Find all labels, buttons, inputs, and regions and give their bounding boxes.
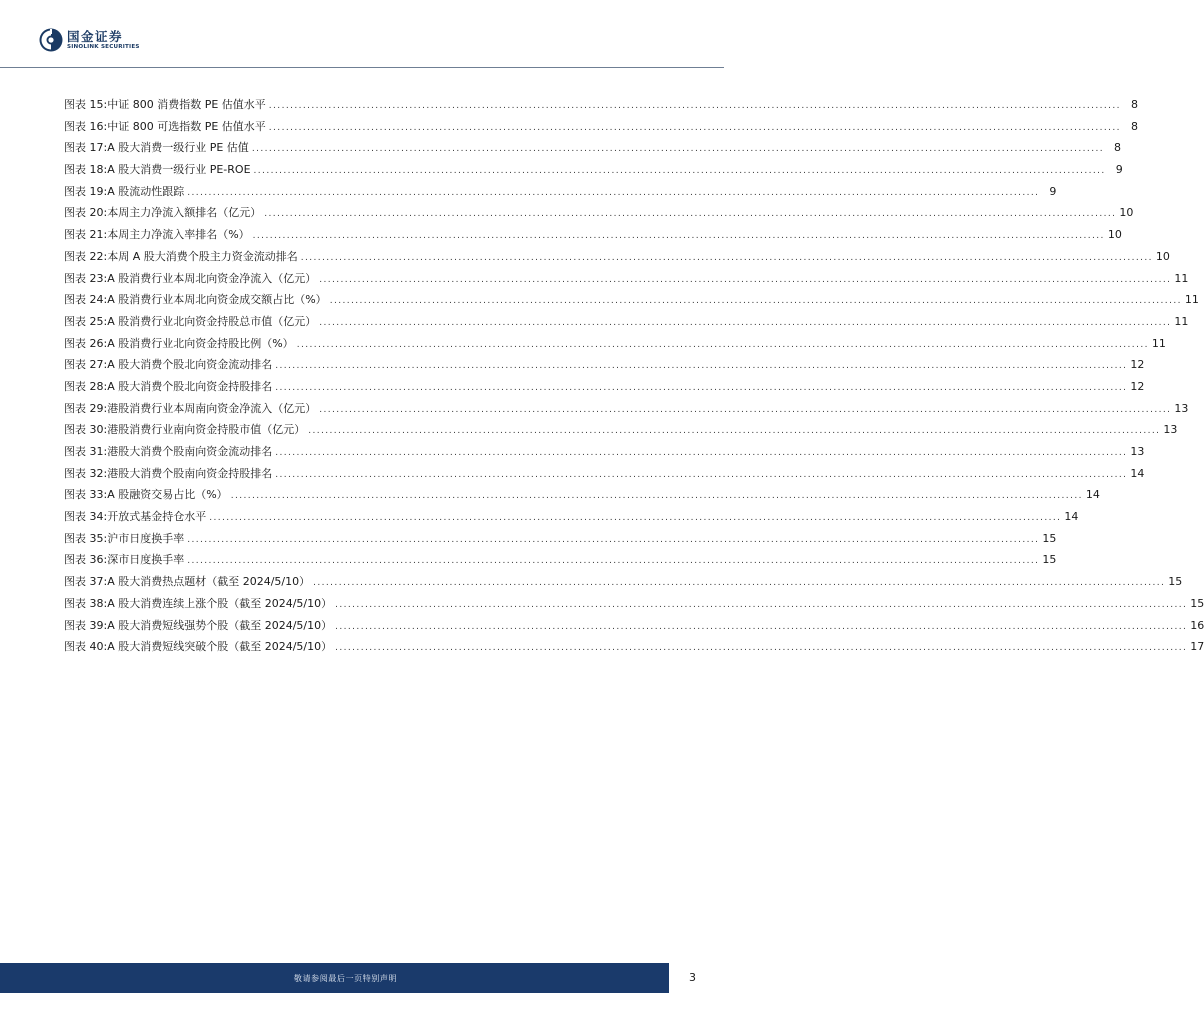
toc-leader-dots: ........................................................................................................................................................................................................ [335, 621, 1188, 632]
toc-entry-page: 14 [1085, 488, 1100, 502]
toc-entry-title: 本周 A 股大消费个股主力资金流动排名 [107, 249, 298, 263]
toc-leader-dots: ........................................................................................................................................................................................................ [251, 144, 1104, 155]
toc-entry-label: 图表 27: [64, 358, 108, 372]
toc-entry[interactable] [64, 376, 1145, 398]
toc-entry-label: 图表 21: [64, 228, 108, 242]
toc-entry-label: 图表 20: [64, 206, 108, 220]
toc-entry[interactable] [64, 615, 1204, 637]
toc-entry-label: 图表 19: [64, 184, 108, 198]
header-divider [0, 67, 724, 68]
toc-leader-dots: ........................................................................................................................................................................................................ [187, 534, 1040, 545]
toc-entry-page: 10 [1155, 249, 1170, 263]
disclaimer-note: 敬请参阅最后一页特别声明 [293, 973, 398, 983]
toc-entry-title: A 股大消费短线突破个股（截至 2024/5/10） [107, 640, 333, 654]
toc-entry-page: 10 [1107, 228, 1122, 242]
toc-entry[interactable] [64, 181, 1057, 203]
toc-entry[interactable] [64, 289, 1199, 311]
toc-entry-page: 16 [1190, 618, 1204, 632]
toc-entry-label: 图表 22: [64, 249, 108, 263]
brand-name-en: SINOLINK SECURITIES [67, 43, 140, 50]
toc-entry-title: A 股消费行业北向资金持股比例（%） [107, 336, 294, 350]
toc-leader-dots: ........................................................................................................................................................................................................ [335, 643, 1188, 654]
toc-entry-page: 11 [1184, 293, 1199, 307]
toc-entry-page: 8 [1113, 141, 1121, 155]
toc-entry-page: 15 [1168, 575, 1183, 589]
toc-entry[interactable] [64, 528, 1057, 550]
toc-entry[interactable] [64, 636, 1204, 658]
toc-entry-page: 14 [1130, 466, 1145, 480]
toc-leader-dots: ........................................................................................................................................................................................................ [335, 599, 1188, 610]
toc-leader-dots: ........................................................................................................................................................................................................ [253, 166, 1106, 177]
figure-list [64, 94, 1204, 658]
toc-entry-page: 11 [1174, 314, 1189, 328]
toc-entry[interactable] [64, 398, 1189, 420]
toc-entry-label: 图表 33: [64, 488, 108, 502]
toc-entry-label: 图表 34: [64, 510, 108, 524]
toc-entry-title: 港股大消费个股南向资金流动排名 [107, 445, 273, 458]
toc-entry-page: 15 [1042, 553, 1057, 567]
sinolink-logo-icon [39, 28, 63, 52]
toc-entry-label: 图表 15: [64, 98, 108, 111]
toc-entry-page: 13 [1174, 401, 1189, 415]
page-number: 3 [689, 971, 696, 984]
toc-entry-title: A 股大消费热点题材（截至 2024/5/10） [107, 575, 311, 589]
toc-entry-title: 港股大消费个股南向资金持股排名 [107, 466, 273, 480]
toc-entry-page: 8 [1130, 98, 1138, 111]
toc-entry-title: 开放式基金持仓水平 [107, 510, 207, 524]
toc-leader-dots: ........................................................................................................................................................................................................ [275, 382, 1128, 393]
toc-entry-label: 图表 32: [64, 466, 108, 480]
toc-entry-title: A 股消费行业本周北向资金净流入（亿元） [107, 271, 317, 285]
toc-entry[interactable] [64, 333, 1166, 355]
toc-entry-label: 图表 38: [64, 596, 108, 610]
toc-entry[interactable] [64, 137, 1121, 159]
toc-entry-title: A 股大消费个股北向资金持股排名 [107, 379, 273, 393]
toc-entry-label: 图表 26: [64, 336, 108, 350]
toc-entry[interactable] [64, 224, 1122, 246]
footer-bar [0, 963, 669, 993]
toc-leader-dots: ........................................................................................................................................................................................................ [329, 296, 1182, 307]
toc-entry-label: 图表 36: [64, 553, 108, 567]
toc-entry[interactable] [64, 463, 1145, 485]
toc-entry[interactable] [64, 159, 1123, 181]
toc-leader-dots: ........................................................................................................................................................................................................ [268, 122, 1121, 133]
toc-entry-label: 图表 40: [64, 640, 108, 654]
toc-entry-page: 12 [1130, 358, 1145, 372]
toc-entry[interactable] [64, 593, 1204, 615]
toc-leader-dots: ........................................................................................................................................................................................................ [209, 513, 1062, 524]
toc-leader-dots: ........................................................................................................................................................................................................ [313, 578, 1166, 589]
toc-entry[interactable] [64, 268, 1189, 290]
toc-entry-page: 15 [1042, 531, 1057, 545]
toc-leader-dots: ........................................................................................................................................................................................................ [187, 187, 1040, 198]
toc-leader-dots: ........................................................................................................................................................................................................ [308, 426, 1161, 437]
toc-entry-title: A 股流动性跟踪 [107, 184, 185, 198]
toc-leader-dots: ........................................................................................................................................................................................................ [319, 274, 1172, 285]
toc-entry-title: 港股消费行业本周南向资金净流入（亿元） [107, 401, 317, 415]
toc-entry[interactable] [64, 202, 1134, 224]
toc-entry-title: A 股大消费一级行业 PE-ROE [107, 163, 251, 177]
toc-leader-dots: ........................................................................................................................................................................................................ [319, 404, 1172, 415]
toc-entry-page: 11 [1174, 271, 1189, 285]
toc-entry-label: 图表 30: [64, 423, 108, 437]
toc-entry-title: 沪市日度换手率 [107, 531, 185, 545]
toc-entry[interactable] [64, 94, 1138, 116]
toc-entry-title: A 股大消费连续上涨个股（截至 2024/5/10） [107, 596, 333, 610]
toc-entry-page: 8 [1130, 119, 1138, 133]
toc-leader-dots: ........................................................................................................................................................................................................ [319, 317, 1172, 328]
toc-entry-title: 港股消费行业南向资金持股市值（亿元） [107, 423, 306, 437]
toc-entry-label: 图表 29: [64, 401, 108, 415]
toc-entry-title: A 股大消费一级行业 PE 估值 [107, 141, 249, 155]
toc-entry-title: 本周主力净流入额排名（亿元） [107, 206, 262, 220]
toc-leader-dots: ........................................................................................................................................................................................................ [264, 209, 1117, 220]
toc-entry-page: 12 [1130, 379, 1145, 393]
toc-entry-title: 中证 800 消费指数 PE 估值水平 [107, 98, 266, 111]
toc-leader-dots: ........................................................................................................................................................................................................ [300, 252, 1153, 263]
toc-entry-title: 中证 800 可选指数 PE 估值水平 [107, 119, 266, 133]
toc-entry[interactable] [64, 116, 1138, 138]
toc-entry-page: 10 [1119, 206, 1134, 220]
toc-leader-dots: ........................................................................................................................................................................................................ [268, 101, 1121, 111]
toc-entry-label: 图表 16: [64, 119, 108, 133]
toc-entry[interactable] [64, 549, 1057, 571]
toc-leader-dots: ........................................................................................................................................................................................................ [275, 448, 1128, 458]
toc-entry-title: 深市日度换手率 [107, 553, 185, 567]
brand-logo [39, 28, 140, 52]
toc-entry[interactable] [64, 441, 1145, 463]
page-footer [0, 963, 724, 1024]
toc-entry[interactable] [64, 571, 1183, 593]
toc-entry-page: 9 [1049, 184, 1057, 198]
toc-leader-dots: ........................................................................................................................................................................................................ [187, 556, 1040, 567]
toc-entry-page: 15 [1190, 596, 1204, 610]
toc-entry-label: 图表 39: [64, 618, 108, 632]
toc-entry-label: 图表 24: [64, 293, 108, 307]
toc-entry-title: A 股大消费短线强势个股（截至 2024/5/10） [107, 618, 333, 632]
toc-entry-label: 图表 28: [64, 379, 108, 393]
toc-entry-label: 图表 37: [64, 575, 108, 589]
toc-leader-dots: ........................................................................................................................................................................................................ [296, 339, 1149, 350]
toc-entry[interactable] [64, 246, 1170, 268]
toc-leader-dots: ........................................................................................................................................................................................................ [252, 231, 1105, 242]
toc-entry-label: 图表 23: [64, 271, 108, 285]
toc-entry-title: 本周主力净流入率排名（%） [107, 228, 250, 242]
toc-entry-label: 图表 17: [64, 141, 108, 155]
toc-leader-dots: ........................................................................................................................................................................................................ [230, 491, 1083, 502]
toc-entry-title: A 股消费行业北向资金持股总市值（亿元） [107, 314, 317, 328]
toc-entry-page: 14 [1064, 510, 1079, 524]
toc-leader-dots: ........................................................................................................................................................................................................ [275, 361, 1128, 372]
brand-name-cn: 国金证券 [67, 28, 124, 44]
toc-entry-label: 图表 18: [64, 163, 108, 177]
toc-entry-label: 图表 25: [64, 314, 108, 328]
toc-entry-page: 11 [1151, 336, 1166, 350]
page-header [0, 0, 724, 68]
toc-entry[interactable] [64, 354, 1145, 376]
toc-entry-page: 13 [1130, 445, 1145, 458]
toc-entry-title: A 股融资交易占比（%） [107, 488, 228, 502]
toc-entry-label: 图表 31: [64, 445, 108, 458]
toc-entry-title: A 股大消费个股北向资金流动排名 [107, 358, 273, 372]
toc-entry-page: 9 [1115, 163, 1123, 177]
toc-entry[interactable] [64, 484, 1100, 506]
toc-entry[interactable] [64, 311, 1189, 333]
toc-entry-title: A 股消费行业本周北向资金成交额占比（%） [107, 293, 327, 307]
toc-leader-dots: ........................................................................................................................................................................................................ [275, 469, 1128, 480]
toc-entry[interactable] [64, 506, 1079, 528]
toc-entry-page: 17 [1190, 640, 1204, 654]
toc-entry-page: 13 [1163, 423, 1178, 437]
toc-entry-label: 图表 35: [64, 531, 108, 545]
toc-entry[interactable] [64, 419, 1178, 441]
